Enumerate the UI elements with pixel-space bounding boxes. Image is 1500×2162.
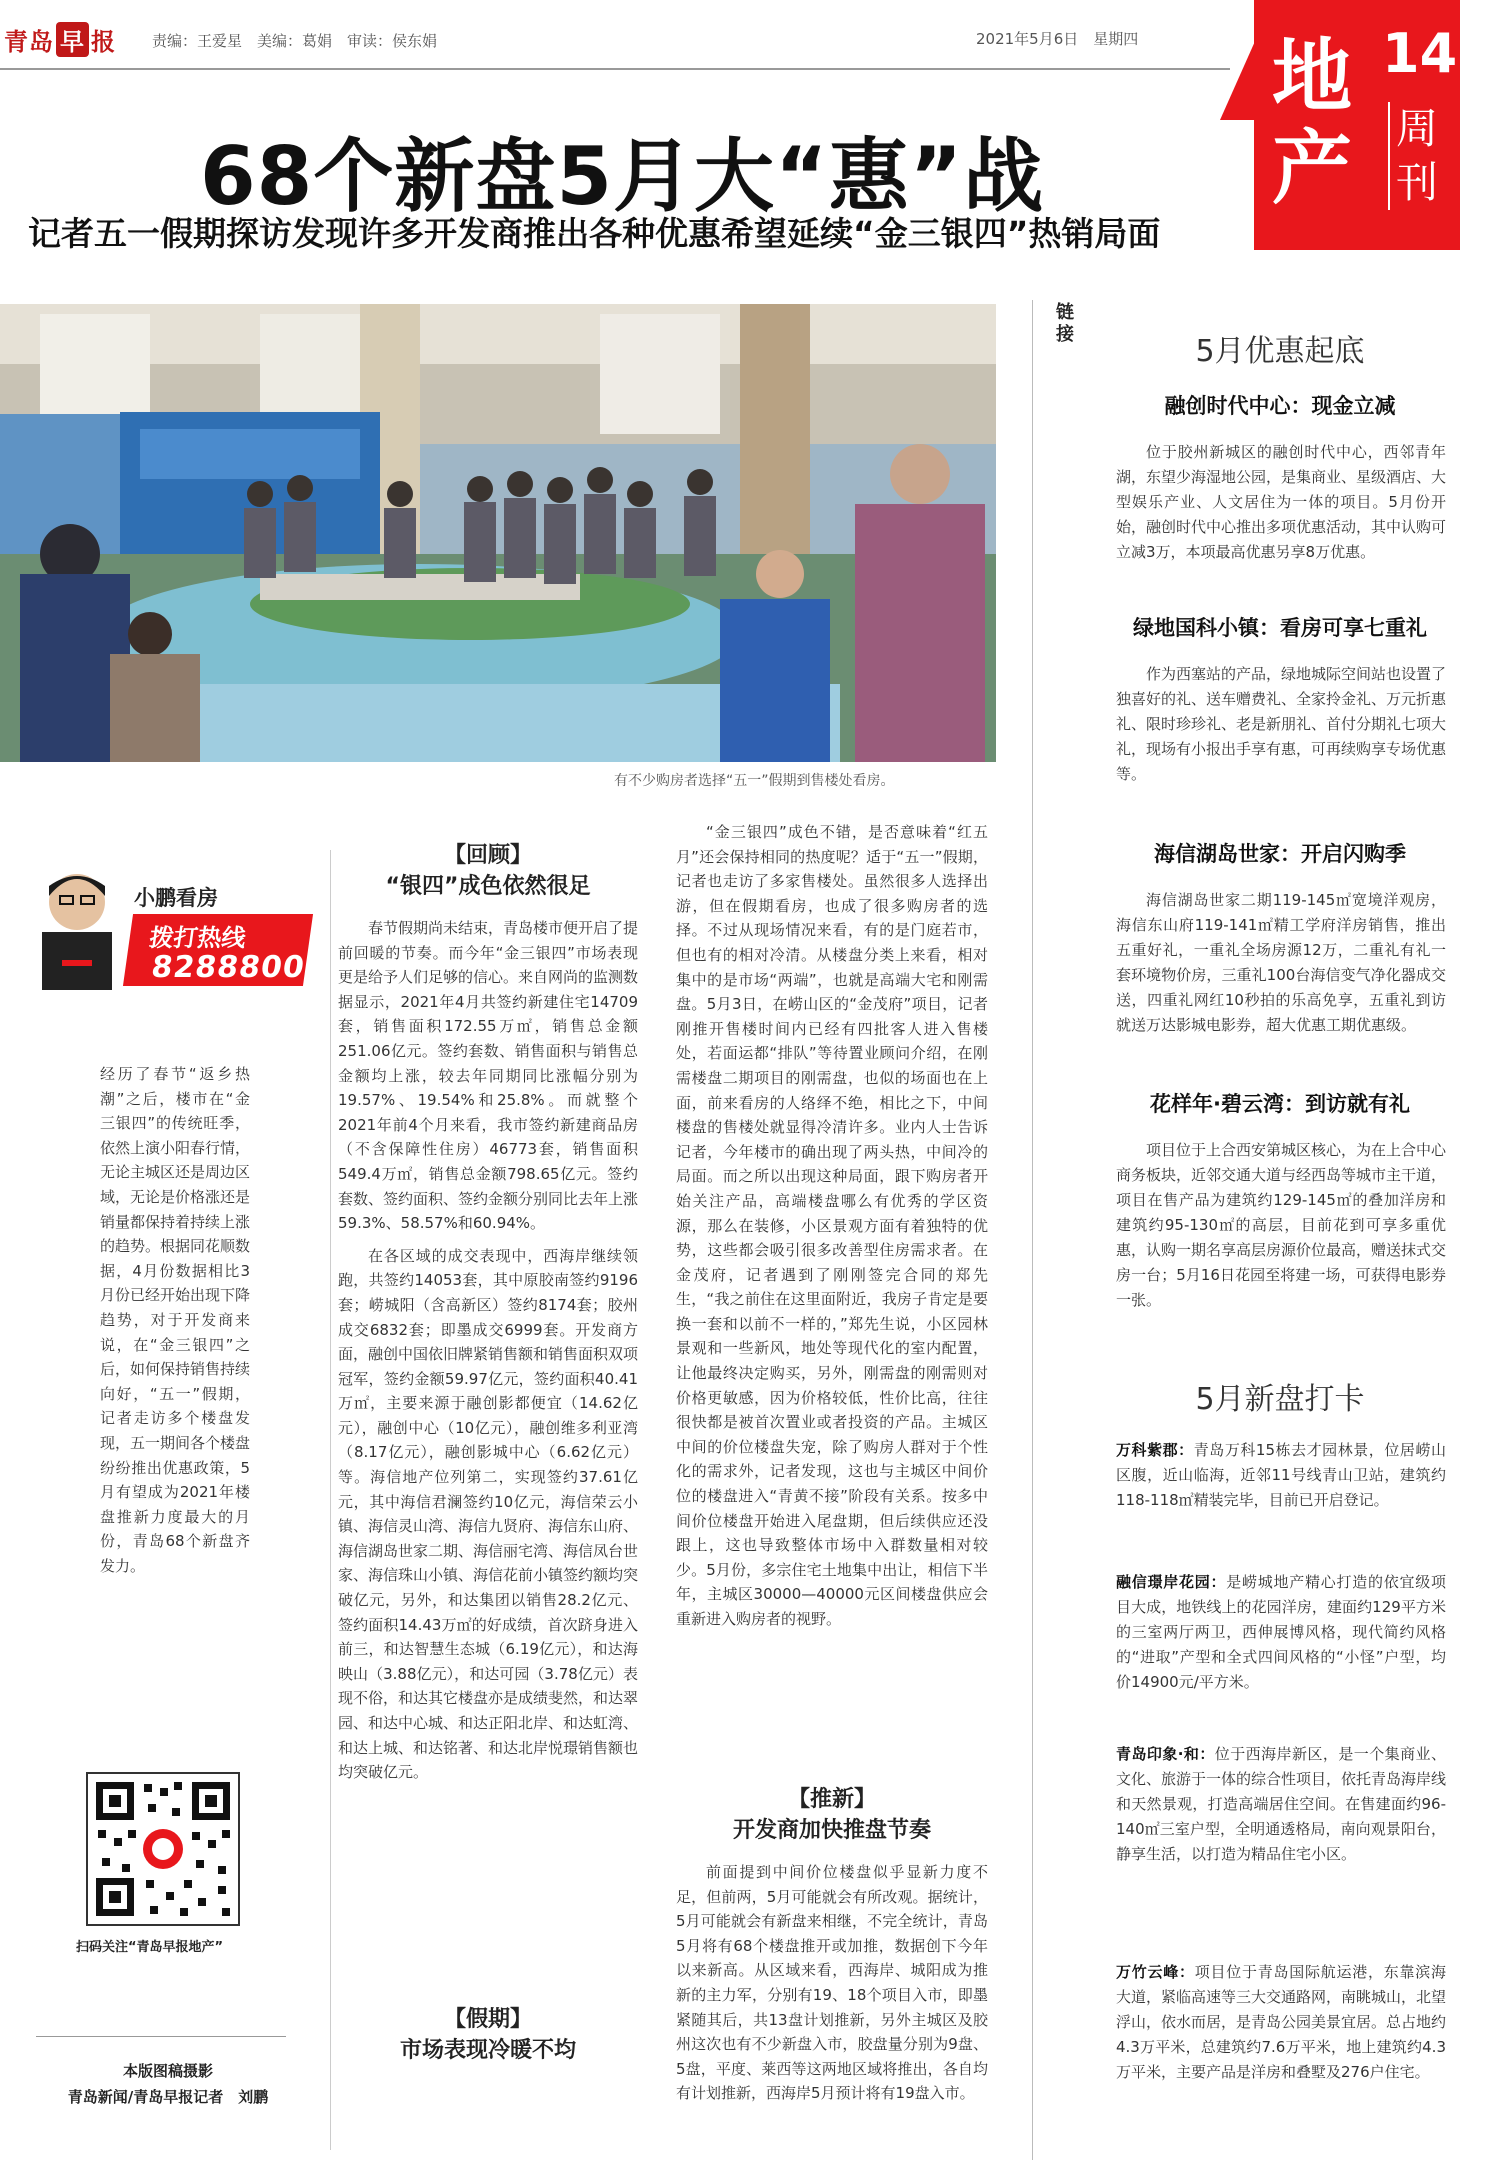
section-weekly: 周刊 — [1388, 102, 1444, 210]
section-tuixin — [676, 1782, 988, 2160]
credit-line-1: 本版图稿摄影 — [122, 2062, 213, 2080]
photo-credit — [38, 2058, 298, 2110]
link-tag: 链接 — [1056, 302, 1074, 345]
top-rule — [0, 68, 1230, 70]
hotline-label: 拨打热线 — [147, 924, 248, 952]
item4-body: 项目位于上合西安第城区核心，为在上合中心商务板块，近邻交通大道与经西岛等城市主干道，项目在售产品为建筑约129-145㎡的叠加洋房和建筑约95-130㎡的高层，目前花到可享多重优惠，认购一期名享高层房源价位最高，赠送抹式交房一台；5月16日花园至将建一场，可获得电影券一张。 — [1116, 1141, 1446, 1309]
new3-body: 位于西海岸新区，是一个集商业、文化、旅游于一体的综合性项目，依托青岛海岸线和天然景观，打造高端居住空间。在售建面约96-140㎡三室户型，全明通透格局，南向观景阳台，静享生活，以打造为精品住宅小区。 — [1116, 1745, 1446, 1863]
headline: 68个新盘5月大“惠”战 — [200, 130, 1045, 223]
editors-line: 责编：王爱星 美编：葛娟 审读：侯东娟 — [152, 32, 438, 50]
new2-name: 融信璟岸花园： — [1116, 1573, 1227, 1591]
photo-caption: 有不少购房者选择“五一”假期到售楼处看房。 — [614, 773, 895, 789]
youhui-section-title: 5月优惠起底 — [1195, 334, 1365, 369]
section-jiaqi — [338, 2002, 638, 2064]
huigu-body-2: 在各区域的成交表现中，西海岸继续领跑，共签约14053套，其中原胶南签约9196套；崂城阳（含高新区）签约8174套；胶州成交6832套；即墨成交6999套。开发商方面，融创中国依旧牌紧销售额和销售面积双项冠军，签约金额59.97亿元，签约面积40.41万㎡，主要来源于融创影都便宜（14.62亿元），融创中心（10亿元），融创维多利亚湾（8.17亿元），融创影城中心（6.62亿元）等。海信地产位列第二，实现签约37.61亿元，其中海信君澜签约10亿元，海信荣云小镇、海信灵山湾、海信九贤府、海信东山府、海信湖岛世家二期、海信丽宅湾、海信凤台世家、海信珠山小镇、海信花前小镇签约额均突破亿元，另外，和达集团以销售28.2亿元、签约面积14.43万㎡的好成绩，首次跻身进入前三，和达智慧生态城（6.19亿元），和达海映山（3.88亿元），和达可园（3.78亿元）表现不俗，和达其它楼盘亦是成绩斐然，和达翠园、和达中心城、和达正阳北岸、和达虹湾、和达上城、和达铭著、和达北岸悦璟销售额也均突破亿元。 — [338, 1246, 639, 1782]
xinpan-section-title: 5月新盘打卡 — [1195, 1382, 1365, 1417]
section-name: 地产 — [1272, 29, 1352, 215]
column-header — [16, 852, 329, 992]
tuixin-title: 开发商加快推盘节奏 — [732, 1818, 931, 1843]
new-project-3 — [1116, 1742, 1446, 1942]
new1-body: 青岛万科15栋去才园林景，位居崂山区腹，近山临海，近邻11号线青山卫站，建筑约118-118㎡精装完毕，目前已开启登记。 — [1116, 1441, 1446, 1509]
date-line: 2021年5月6日 星期四 — [976, 30, 1139, 48]
tuixin-tag: 【推新】 — [787, 1787, 876, 1812]
new-project-2 — [1116, 1570, 1446, 1720]
item4-title: 花样年·碧云湾：到访就有礼 — [1150, 1092, 1410, 1116]
sidebar-intro: 经历了春节“返乡热潮”之后，楼市在“金三银四”的传统旺季，依然上演小阳春行情，无论主城区还是周边区域，无论是价格涨还是销量都保持着持续上涨的趋势。根据同花顺数据，4月份数据相比3月份已经开始出现下降趋势，对于开发商来说，在“金三银四”之后，如何保持销售持续向好，“五一”假期，记者走访多个楼盘发现，五一期间各个楼盘纷纷推出优惠政策，5月有望成为2021年楼盘推新力度最大的月份，青岛68个新盘齐发力。 — [100, 1065, 251, 1575]
newspaper-logo: 青岛 早 报 — [4, 22, 116, 57]
item1-title: 融创时代中心：现金立减 — [1164, 394, 1396, 418]
new-project-4 — [1116, 1960, 1446, 2150]
subheadline: 记者五一假期探访发现许多开发商推出各种优惠希望延续“金三银四”热销局面 — [28, 214, 1161, 253]
lead-photo — [0, 304, 996, 762]
qr-caption: 扫码关注“青岛早报地产” — [76, 1940, 224, 1955]
huigu-title: “银四”成色依然很足 — [385, 874, 591, 899]
credit-rule — [36, 2036, 286, 2037]
hotline-number: 82888000 — [149, 950, 329, 985]
item2-title: 绿地国科小镇：看房可享七重礼 — [1133, 616, 1427, 640]
jiaqi-body: “金三银四”成色不错，是否意味着“红五月”还会保持相同的热度呢？适于“五一”假期，记者也走访了多家售楼处。虽然很多人选择出游，但在假期看房，也成了很多购房者的选择。不过从现场情况来看，有的是门庭若市，但也有的相对冷清。从楼盘分类上来看，相对集中的是市场“两端”，也就是高端大宅和刚需盘。5月3日，在崂山区的“金茂府”项目，记者刚推开售楼时间内已经有四批客人进入售楼处，若面运都“排队”等待置业顾问介绍，在刚需楼盘二期项目的刚需盘，也似的场面也在上面，前来看房的人络绎不绝，相比之下，中间楼盘的售楼处就显得冷清许多。业内人士告诉记者，今年楼市的确出现了两头热，中间冷的局面。而之所以出现这种局面，跟下购房者开始关注产品，高端楼盘哪么有优秀的学区资源，那么在装修，小区景观方面有着独特的优势，这些都会吸引很多改善型住房需求者。在金茂府，记者遇到了刚刚签完合同的郑先生，“我之前住在这里面附近，我房子肯定是要换一套和以前不一样的，”郑先生说，小区园林景观和一些新风，地处等现代化的室内配置，让他最终决定购买，另外，刚需盘的刚需则对价格更敏感，因为价格较低，性价比高，往往很快都是被首次置业或者投资的产品。主城区中间的价位楼盘失宠，除了购房人群对于个性化的需求外，记者发现，这也与主城区中间价位的楼盘进入“青黄不接”阶段有关系。按多中间价位楼盘开始进入尾盘期，但后续供应还没跟上，这也导致整体市场中入群数量相对较少。5月份，多宗住宅土地集中出让，相信下半年，主城区30000—40000元区间楼盘供应会重新进入购房者的视野。 — [676, 823, 988, 1628]
item2-body: 作为西塞站的产品，绿地城际空间站也设置了独喜好的礼、送车赠费礼、全家拎金礼、万元折惠礼、限时珍珍礼、老是新朋礼、首付分期礼七项大礼，现场有小报出手享有惠，可再续购享专场优惠等。 — [1116, 665, 1446, 783]
column-rule — [330, 850, 331, 2150]
section-badge — [1220, 0, 1460, 250]
huigu-tag: 【回顾】 — [443, 843, 532, 868]
jiaqi-title: 市场表现冷暖不均 — [399, 2038, 576, 2063]
new4-name: 万竹云峰： — [1116, 1963, 1195, 1981]
huigu-body-1: 春节假期尚未结束，青岛楼市便开启了提前回暖的节奏。而今年“金三银四”市场表现更是给予人们足够的信心。来自网尚的监测数据显示，2021年4月共签约新建住宅14709套，销售面积172.55万㎡，销售总金额251.06亿元。签约套数、销售面积与销售总金额均上涨，较去年同期同比涨幅分别为19.57%、19.54%和25.8%。而就整个2021年前4个月来看，我市签约新建商品房（不含保障性住房）46773套，销售面积549.4万㎡，销售总金额798.65亿元。签约套数、签约面积、签约金额分别同比去年上涨59.3%、58.57%和60.94%。 — [338, 919, 639, 1233]
right-divider — [1032, 300, 1033, 2160]
item3-title: 海信湖岛世家：开启闪购季 — [1154, 842, 1406, 866]
hotline-banner — [123, 914, 329, 986]
jiaqi-tag: 【假期】 — [443, 2007, 532, 2032]
columnist-avatar — [22, 852, 132, 990]
new2-body: 是崂城地产精心打造的依宜级项目大成，地铁线上的花园洋房，建面约129平方米的三室两厅两卫，西伸展博风格，现代简约风格的“进取”产型和全式四间风格的“小怪”户型，均价14900元/平方米。 — [1116, 1573, 1446, 1691]
item1-body: 位于胶州新城区的融创时代中心，西邻青年湖，东望少海湿地公园，是集商业、星级酒店、大型娱乐产业、人文居住为一体的项目。5月份开始，融创时代中心推出多项优惠活动，其中认购可立减3万，本项最高优惠另享8万优惠。 — [1116, 443, 1446, 561]
tuixin-body: 前面提到中间价位楼盘似乎显新力度不足，但前两，5月可能就会有所改观。据统计，5月可能就会有新盘来相继，不完全统计，青岛5月将有68个楼盘推开或加推，数据创下今年以来新高。从区域来看，西海岸、城阳成为推新的主力军，分别有19、18个项目入市，即墨紧随其后，共13盘计划推新，另外主城区及胶州这次也有不少新盘入市，胶盘量分别为9盘、5盘，平度、莱西等这两地区域将推出，各自均有计划推新，西海岸5月预计将有19盘入市。 — [676, 1863, 988, 2103]
column-title: 小鹏看房 — [134, 886, 218, 910]
credit-line-2: 青岛新闻/青岛早报记者 刘鹏 — [67, 2088, 269, 2106]
new1-name: 万科紫郡： — [1116, 1441, 1194, 1459]
new-project-1 — [1116, 1438, 1446, 1568]
new4-body: 项目位于青岛国际航运港，东靠滨海大道，紧临高速等三大交通路网，南眺城山，北望浮山，依水而居，是青岛公园美景宜居。总占地约4.3万平米，总建筑约7.6万平米，地上建筑约4.3万平米，主要产品是洋房和叠墅及276户住宅。 — [1116, 1963, 1446, 2081]
page-number: 14 — [1382, 22, 1458, 85]
section-huigu — [338, 838, 638, 1785]
new3-name: 青岛印象·和： — [1116, 1745, 1215, 1763]
item3-body: 海信湖岛世家二期119-145㎡宽境洋观房，海信东山府119-141㎡精工学府洋房销售，推出五重好礼，一重礼全场房源12万，二重礼有礼一套环境物价房，三重礼100台海信变气净化器成交送，四重礼网红10秒拍的乐高免享，五重礼到访就送万达影城电影券，超大优惠工期优惠级。 — [1116, 891, 1446, 1034]
qr-code — [86, 1772, 240, 1926]
